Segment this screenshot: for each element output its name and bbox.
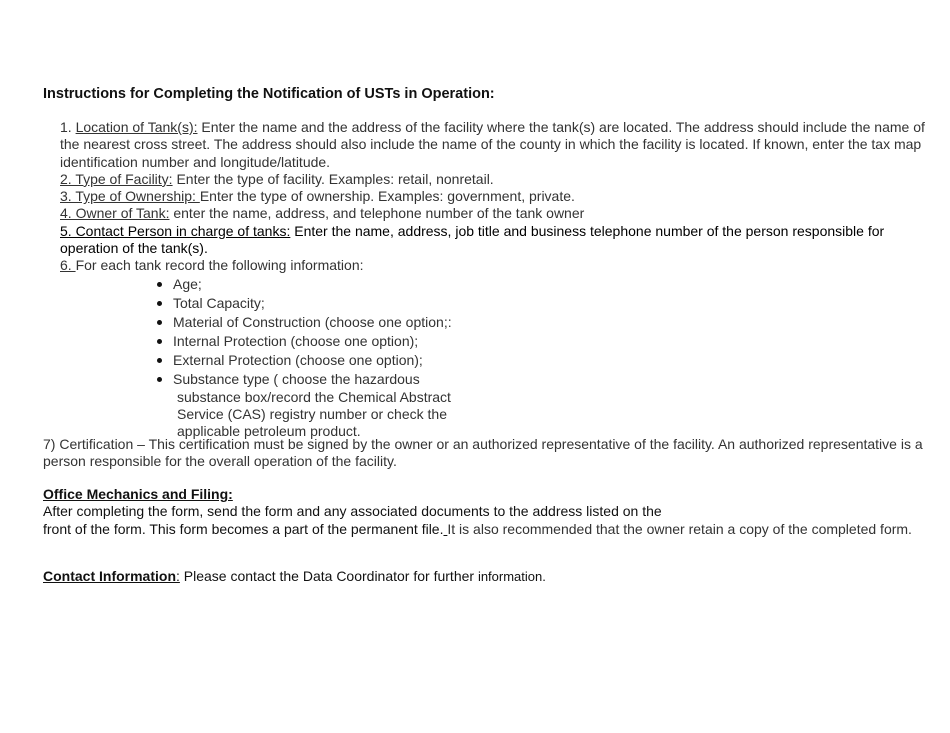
list-item [157, 294, 930, 313]
item-owner-text: enter the name, address, and telephone number of the tank owner [169, 205, 585, 222]
office-line-1: After completing the form, send the form and any associated documents to the address listed on the [43, 503, 662, 520]
item-location [60, 119, 930, 171]
bullet-icon [157, 358, 162, 363]
list-item [157, 313, 930, 332]
bullet-icon [157, 320, 162, 325]
item-facility-type [60, 171, 930, 188]
list-item-continuation: Service (CAS) registry number or check the [177, 405, 447, 422]
list-item-text: Material of Construction (choose one option;: [173, 313, 452, 330]
item-location-text: Enter the name and the address of the facility where the tank(s) are located. The address should include the name of the nearest cross street. The address should also include the name of the county in which the facility is located. If known, enter the tax map identification number and longitude/latitude. [60, 119, 925, 170]
page-title: Instructions for Completing the Notification of USTs in Operation: [43, 86, 495, 102]
list-item-text: External Protection (choose one option); [173, 351, 423, 368]
office-text-a: front of the form. This form becomes a part of the permanent file. [43, 520, 444, 537]
item-contact-person-text: Enter the name, address, job title and business telephone number of the person responsible for operation of the tank(s). [60, 222, 885, 257]
item-ownership-type [60, 188, 930, 205]
list-item [157, 370, 930, 441]
contact-section [43, 568, 923, 585]
item-facility-type-text: Enter the type of facility. Examples: retail, nonretail. [172, 170, 494, 187]
list-item [157, 351, 930, 370]
item-facility-type-label: 2. Type of Facility: [60, 170, 173, 187]
instructions-list [60, 119, 930, 441]
tank-info-list [157, 275, 930, 441]
bullet-icon [157, 339, 162, 344]
list-item-continuation: applicable petroleum product. [177, 423, 361, 440]
item-ownership-type-label: 3. Type of Ownership: [60, 188, 200, 205]
item-tank-record [60, 257, 930, 274]
office-section [43, 486, 923, 538]
contact-text: Please contact the Data Coordinator for further [179, 568, 478, 584]
bullet-icon [157, 301, 162, 306]
bullet-icon [157, 377, 162, 382]
office-text-c: It is also recommended that the owner retain a copy of the completed form. [447, 520, 912, 537]
certification-text: 7) Certification – This certification must be signed by the owner or an authorized representative of the facility. An authorized representative is a person responsible for the overall operation of the facility. [43, 436, 923, 470]
item-tank-record-text: For each tank record the following information: [75, 257, 364, 274]
list-item [157, 275, 930, 294]
list-item-text: Age; [173, 275, 202, 292]
list-item-text: Substance type ( choose the hazardous [173, 370, 420, 387]
bullet-icon [157, 282, 162, 287]
contact-colon: : [176, 568, 180, 584]
list-item [157, 332, 930, 351]
item-owner [60, 205, 930, 222]
item-location-label: Location of Tank(s): [75, 119, 198, 135]
item-owner-label: 4. Owner of Tank: [60, 205, 170, 222]
item-contact-person [60, 223, 930, 258]
office-line-2 [43, 521, 923, 538]
item-contact-person-label: 5. Contact Person in charge of tanks: [60, 222, 291, 239]
item-number: 1. [60, 119, 76, 135]
list-item-continuation: substance box/record the Chemical Abstract [177, 388, 451, 405]
contact-text-small: information. [477, 569, 546, 584]
list-item-text: Total Capacity; [173, 294, 265, 311]
list-item-text: Internal Protection (choose one option); [173, 332, 419, 349]
office-heading: Office Mechanics and Filing: [43, 486, 233, 502]
item-tank-record-label: 6. [60, 257, 76, 274]
contact-heading: Contact Information [43, 568, 176, 584]
item-ownership-type-text: Enter the type of ownership. Examples: government, private. [199, 188, 575, 205]
